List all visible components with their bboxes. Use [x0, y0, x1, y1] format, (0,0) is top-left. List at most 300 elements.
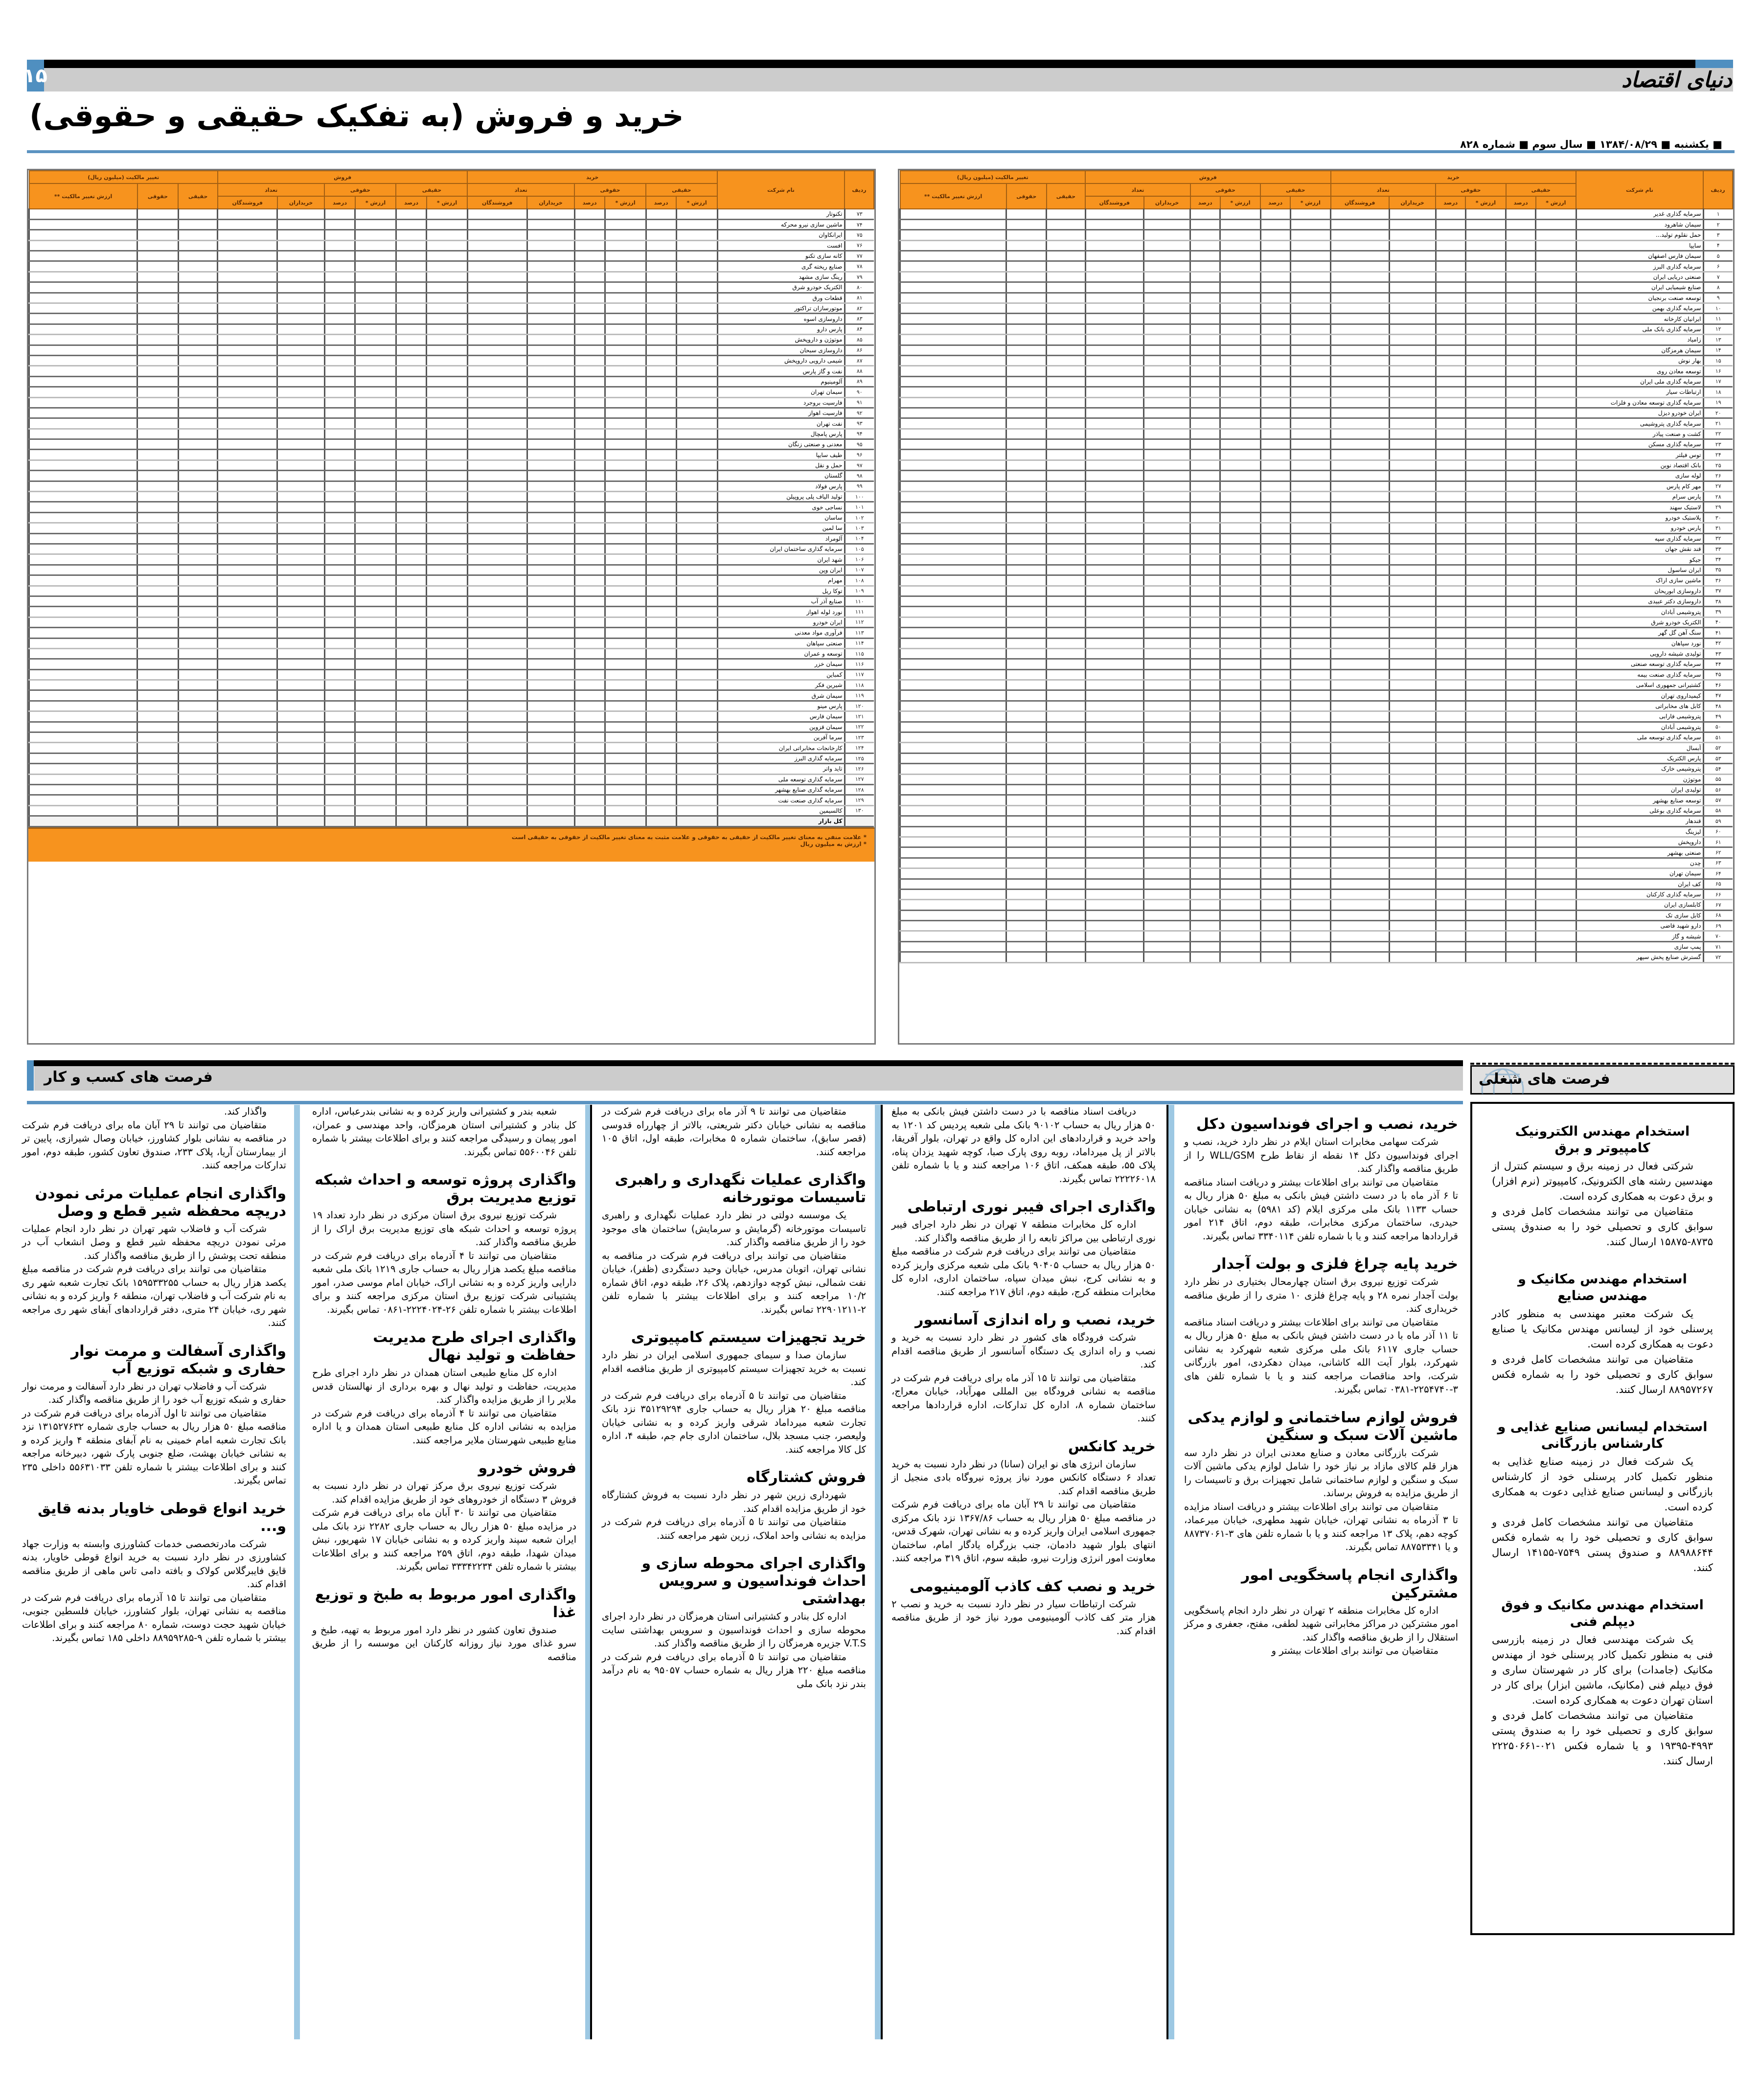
cell-value: [574, 711, 605, 722]
cell-value: [277, 408, 325, 418]
cell-value: [900, 847, 1006, 858]
company-name: داروسازی دکتر عبیدی: [1576, 596, 1703, 606]
cell-value: [1220, 575, 1260, 586]
table-row: [900, 795, 1733, 805]
cell-value: [29, 711, 137, 722]
cell-value: [900, 607, 1006, 617]
cell-value: [178, 607, 218, 617]
row-index: ۸۹: [845, 376, 874, 387]
cell-value: [676, 743, 717, 753]
cell-value: [324, 376, 355, 387]
cell-value: [646, 575, 676, 586]
cell-value: [1436, 397, 1465, 408]
cell-value: [1190, 680, 1220, 690]
cell-value: [1506, 533, 1536, 544]
cell-value: [900, 293, 1006, 303]
cell-value: [427, 450, 468, 460]
cell-value: [1260, 753, 1290, 763]
cell-value: [1331, 868, 1390, 879]
cell-value: [1465, 847, 1506, 858]
cell-value: [527, 575, 574, 586]
cell-value: [178, 366, 218, 376]
cell-value: [1465, 628, 1506, 638]
cell-value: [218, 502, 277, 512]
cell-value: [355, 795, 396, 805]
cell-value: [396, 617, 426, 627]
cell-value: [574, 617, 605, 627]
cell-value: [355, 628, 396, 638]
cell-value: [1290, 837, 1330, 847]
cell-value: [1220, 596, 1260, 606]
company-name: پارس خودرو: [1576, 523, 1703, 533]
row-index: ۷۹: [845, 272, 874, 282]
page-headline: خرید و فروش (به تفکیک حقیقی و حقوقی): [29, 98, 684, 134]
cell-value: [1290, 502, 1330, 512]
cell-value: [1389, 617, 1436, 627]
row-index: ۱۶: [1703, 366, 1733, 376]
cell-value: [1085, 471, 1144, 481]
table-row: [29, 680, 874, 690]
cell-value: [427, 659, 468, 669]
cell-value: [1047, 345, 1085, 355]
cell-value: [527, 533, 574, 544]
cell-value: [1389, 544, 1436, 554]
cell-value: [467, 209, 527, 219]
row-index: ۴۷: [1703, 690, 1733, 701]
cell-value: [527, 376, 574, 387]
cell-value: [427, 512, 468, 523]
cell-value: [396, 628, 426, 638]
cell-value: [1047, 910, 1085, 920]
cell-value: [324, 429, 355, 439]
cell-value: [1006, 628, 1047, 638]
cell-value: [605, 460, 646, 470]
cell-value: [1047, 554, 1085, 565]
cell-value: [1220, 429, 1260, 439]
cell-value: [1144, 659, 1190, 669]
cell-value: [527, 711, 574, 722]
cell-value: [355, 314, 396, 324]
footnote-line: * علامت منفی به معنای تغییر مالکیت از حقیقی به حقوقی و علامت مثبت به معنای تغییر مالکیت از حقوقی به حقیقی است: [511, 833, 867, 841]
cell-value: [396, 240, 426, 251]
cell-value: [1260, 732, 1290, 743]
cell-value: [574, 293, 605, 303]
cell-value: [1085, 711, 1144, 722]
company-name: سیمان شرق: [717, 690, 845, 701]
cell-value: [427, 314, 468, 324]
cell-value: [396, 293, 426, 303]
cell-value: [527, 669, 574, 680]
cell-value: [1389, 272, 1436, 282]
cell-value: [178, 617, 218, 627]
cell-value: [178, 481, 218, 491]
cell-value: [574, 764, 605, 774]
cell-value: [900, 701, 1006, 711]
cell-value: [427, 282, 468, 293]
ad-heading: خرید تجهیزات سیستم کامپیوتری: [631, 1329, 866, 1346]
cell-value: [1006, 669, 1047, 680]
table-row: [29, 240, 874, 251]
cell-value: [396, 722, 426, 732]
company-name: موتورسازان تراکتور: [717, 303, 845, 314]
table-row: [900, 879, 1733, 889]
table-header: تغییر مالکیت (میلیون ریال): [29, 171, 218, 183]
row-index: ۱۲۲: [845, 722, 874, 732]
cell-value: [1465, 450, 1506, 460]
cell-value: [1536, 659, 1576, 669]
cell-value: [574, 261, 605, 272]
cell-value: [1144, 492, 1190, 502]
cell-value: [1260, 784, 1290, 795]
row-index: ۱۲۰: [845, 701, 874, 711]
cell-value: [29, 230, 137, 240]
cell-value: [900, 282, 1006, 293]
cell-value: [467, 387, 527, 397]
cell-value: [1190, 230, 1220, 240]
cell-value: [900, 408, 1006, 418]
table-row: [900, 335, 1733, 345]
cell-value: [574, 324, 605, 334]
cell-value: [1536, 314, 1576, 324]
cell-value: [1260, 659, 1290, 669]
cell-value: [218, 408, 277, 418]
cell-value: [676, 732, 717, 743]
cell-value: [1144, 596, 1190, 606]
cell-value: [137, 805, 179, 816]
cell-value: [527, 732, 574, 743]
table-header: فروشندگان: [218, 196, 277, 209]
cell-value: [1260, 492, 1290, 502]
cell-value: [218, 544, 277, 554]
row-index: ۲: [1703, 219, 1733, 229]
cell-value: [355, 439, 396, 450]
cell-value: [1220, 669, 1260, 680]
cell-value: [1389, 439, 1436, 450]
cell-value: [1506, 303, 1536, 314]
business-column-2: [891, 1105, 1156, 1638]
cell-value: [467, 293, 527, 303]
cell-value: [218, 784, 277, 795]
cell-value: [277, 764, 325, 774]
cell-value: [1085, 282, 1144, 293]
cell-value: [396, 690, 426, 701]
company-name: پمپ سازی: [1576, 941, 1703, 952]
cell-value: [1465, 690, 1506, 701]
cell-value: [277, 418, 325, 429]
total-row: [29, 816, 874, 826]
ad-heading: خرید پایه چراغ فلزی و بولت آجدار: [1212, 1255, 1458, 1273]
cell-value: [1144, 387, 1190, 397]
cell-value: [1144, 471, 1190, 481]
trade-table-right: [898, 169, 1735, 1045]
cell-value: [1085, 355, 1144, 365]
cell-value: [1290, 732, 1330, 743]
cell-value: [137, 439, 179, 450]
cell-value: [574, 805, 605, 816]
cell-value: [1290, 261, 1330, 272]
cell-value: [1144, 408, 1190, 418]
cell-value: [1190, 879, 1220, 889]
cell-value: [178, 722, 218, 732]
cell-value: [1506, 209, 1536, 219]
row-index: ۳۱: [1703, 523, 1733, 533]
cell-value: [574, 209, 605, 219]
cell-value: [1006, 764, 1047, 774]
company-name: لوله سازی: [1576, 471, 1703, 481]
cell-value: [1389, 784, 1436, 795]
row-index: ۱۰: [1703, 303, 1733, 314]
cell-value: [427, 366, 468, 376]
cell-value: [1331, 324, 1390, 334]
cell-value: [277, 575, 325, 586]
cell-value: [1436, 324, 1465, 334]
cell-value: [396, 784, 426, 795]
table-row: [29, 711, 874, 722]
cell-value: [1144, 784, 1190, 795]
cell-value: [1331, 230, 1390, 240]
row-index: ۴۱: [1703, 628, 1733, 638]
cell-value: [1220, 471, 1260, 481]
cell-value: [646, 638, 676, 648]
cell-value: [1260, 795, 1290, 805]
cell-value: [1260, 303, 1290, 314]
cell-value: [324, 638, 355, 648]
cell-value: [1144, 722, 1190, 732]
cell-value: [277, 209, 325, 219]
cell-value: [1536, 586, 1576, 596]
cell-value: [1220, 554, 1260, 565]
cell-value: [646, 732, 676, 743]
cell-value: [1144, 774, 1190, 784]
table-header: فروشندگان: [1085, 196, 1144, 209]
cell-value: [1331, 209, 1390, 219]
cell-value: [1260, 230, 1290, 240]
cell-value: [427, 648, 468, 659]
cell-value: [277, 293, 325, 303]
cell-value: [396, 533, 426, 544]
cell-value: [574, 481, 605, 491]
table-row: [900, 575, 1733, 586]
cell-value: [1536, 596, 1576, 606]
cell-value: [324, 596, 355, 606]
cell-value: [1436, 805, 1465, 816]
cell-value: [676, 471, 717, 481]
cell-value: [646, 680, 676, 690]
cell-value: [676, 711, 717, 722]
cell-value: [1465, 460, 1506, 470]
cell-value: [900, 272, 1006, 282]
cell-value: [900, 596, 1006, 606]
row-index: ۴۳: [1703, 648, 1733, 659]
cell-value: [1465, 921, 1506, 931]
cell-value: [396, 795, 426, 805]
company-name: ایران خودرو: [717, 617, 845, 627]
cell-value: [396, 502, 426, 512]
table-row: [900, 324, 1733, 334]
cell-value: [1506, 293, 1536, 303]
cell-value: [1047, 784, 1085, 795]
job-heading: استخدام مهندس الکترونیک کامپیوتر و برق: [1515, 1124, 1690, 1156]
cell-value: [218, 659, 277, 669]
footnote-line: * ارزش به میلیون ریال: [800, 840, 867, 847]
cell-value: [324, 816, 355, 826]
cell-value: [1436, 471, 1465, 481]
cell-value: [1085, 429, 1144, 439]
table-header: حقوقی: [137, 183, 179, 209]
cell-value: [1190, 481, 1220, 491]
cell-value: [178, 240, 218, 251]
cell-value: [1290, 921, 1330, 931]
cell-value: [1536, 941, 1576, 952]
cell-value: [1006, 617, 1047, 627]
company-name: ماشین سازی اراک: [1576, 575, 1703, 586]
cell-value: [1436, 889, 1465, 899]
cell-value: [1389, 502, 1436, 512]
row-index: ۴۴: [1703, 659, 1733, 669]
cell-value: [137, 659, 179, 669]
row-index: ۶۱: [1703, 837, 1733, 847]
cell-value: [29, 261, 137, 272]
cell-value: [1331, 638, 1390, 648]
cell-value: [396, 764, 426, 774]
row-index: ۷۰: [1703, 931, 1733, 941]
cell-value: [1536, 680, 1576, 690]
cell-value: [676, 387, 717, 397]
row-index: ۱۰۸: [845, 575, 874, 586]
cell-value: [218, 732, 277, 743]
cell-value: [1006, 209, 1047, 219]
cell-value: [29, 293, 137, 303]
cell-value: [1190, 858, 1220, 868]
cell-value: [605, 261, 646, 272]
cell-value: [467, 303, 527, 314]
cell-value: [1436, 858, 1465, 868]
cell-value: [1085, 303, 1144, 314]
row-index: ۱۳۰: [845, 805, 874, 816]
cell-value: [1006, 293, 1047, 303]
cell-value: [605, 774, 646, 784]
section-blue-tab: [27, 1060, 34, 1091]
cell-value: [1047, 293, 1085, 303]
company-name: سرمایه گذاری توسعه صنعتی: [1576, 659, 1703, 669]
table-row: [900, 816, 1733, 826]
company-name: سیمان خزر: [717, 659, 845, 669]
ad-heading: واگذاری عملیات نگهداری و راهبری تاسیسات موتورخانه: [615, 1171, 866, 1206]
cell-value: [527, 418, 574, 429]
cell-value: [676, 450, 717, 460]
row-index: ۱: [1703, 209, 1733, 219]
cell-value: [646, 753, 676, 763]
cell-value: [355, 743, 396, 753]
cell-value: [29, 701, 137, 711]
cell-value: [1536, 638, 1576, 648]
cell-value: [1465, 492, 1506, 502]
cell-value: [427, 774, 468, 784]
cell-value: [218, 209, 277, 219]
cell-value: [574, 544, 605, 554]
cell-value: [1260, 397, 1290, 408]
cell-value: [1006, 544, 1047, 554]
cell-value: [1220, 512, 1260, 523]
cell-value: [178, 439, 218, 450]
company-name: کمباین: [717, 669, 845, 680]
cell-value: [1190, 607, 1220, 617]
cell-value: [1290, 345, 1330, 355]
cell-value: [218, 523, 277, 533]
cell-value: [1506, 910, 1536, 920]
cell-value: [178, 314, 218, 324]
cell-value: [1006, 889, 1047, 899]
cell-value: [29, 450, 137, 460]
cell-value: [178, 638, 218, 648]
table-row: [900, 586, 1733, 596]
cell-value: [29, 795, 137, 805]
cell-value: [355, 387, 396, 397]
cell-value: [324, 355, 355, 365]
cell-value: [1465, 303, 1506, 314]
cell-value: [1006, 565, 1047, 575]
cell-value: [1006, 868, 1047, 879]
cell-value: [1290, 418, 1330, 429]
company-name: سیمان قزوین: [717, 722, 845, 732]
company-name: سرمایه گذاری بوعلی: [1576, 805, 1703, 816]
cell-value: [324, 795, 355, 805]
cell-value: [1331, 753, 1390, 763]
cell-value: [1389, 418, 1436, 429]
cell-value: [427, 429, 468, 439]
company-name: کارخانجات مخابراتی ایران: [717, 743, 845, 753]
cell-value: [1389, 743, 1436, 753]
cell-value: [1006, 418, 1047, 429]
cell-value: [467, 512, 527, 523]
cell-value: [646, 355, 676, 365]
cell-value: [1047, 648, 1085, 659]
cell-value: [900, 868, 1006, 879]
cell-value: [676, 554, 717, 565]
cell-value: [1536, 764, 1576, 774]
business-column-3: [602, 1105, 866, 1690]
cell-value: [1006, 732, 1047, 743]
cell-value: [427, 805, 468, 816]
cell-value: [1047, 209, 1085, 219]
cell-value: [355, 450, 396, 460]
table-header: ارزش *: [1465, 196, 1506, 209]
cell-value: [605, 240, 646, 251]
cell-value: [1465, 774, 1506, 784]
cell-value: [1085, 554, 1144, 565]
cell-value: [396, 669, 426, 680]
company-name: پارس مینو: [717, 701, 845, 711]
cell-value: [396, 680, 426, 690]
cell-value: [277, 628, 325, 638]
cell-value: [1006, 251, 1047, 261]
table-row: [900, 565, 1733, 575]
cell-value: [1290, 324, 1330, 334]
company-name: کیمیداروی تهران: [1576, 690, 1703, 701]
cell-value: [1144, 910, 1190, 920]
table-row: [900, 272, 1733, 282]
cell-value: [1144, 533, 1190, 544]
cell-value: [1331, 450, 1390, 460]
cell-value: [137, 282, 179, 293]
cell-value: [1465, 753, 1506, 763]
table-row: [900, 481, 1733, 491]
cell-value: [646, 669, 676, 680]
cell-value: [427, 575, 468, 586]
cell-value: [396, 638, 426, 648]
table-row: [29, 753, 874, 763]
company-name: ایران خودرو دیزل: [1576, 408, 1703, 418]
